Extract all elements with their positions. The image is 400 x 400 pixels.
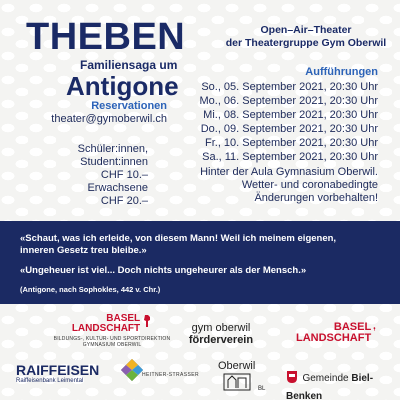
- basel-logo-text: [296, 322, 371, 344]
- price-line: CHF 10.–: [100, 169, 148, 181]
- quote-band: [0, 221, 400, 304]
- basel-landschaft-bksd-logo: [52, 314, 172, 348]
- raiffeisen-sub: Raiffeisenbank Leimental: [16, 378, 84, 384]
- price-line: Erwachsene: [87, 182, 148, 194]
- basel-logo-text: [72, 314, 140, 334]
- performance-day: Do.,: [200, 123, 221, 135]
- company-line-1: Open–Air–Theater: [260, 24, 352, 36]
- performance-date: 06. September 2021, 20:30 Uhr: [223, 95, 378, 107]
- price-students: [78, 143, 148, 182]
- bksd-line-1: BILDUNGS-, KULTUR- UND SPORTDIREKTION: [53, 336, 171, 342]
- biel-benken-text: [286, 373, 373, 400]
- venue-note: [188, 166, 378, 205]
- play-subtitle-small: Familiensaga um: [80, 58, 178, 72]
- heitner-strasser-text: HEITNER-STRASSER: [142, 372, 199, 378]
- raiffeisen-logo: [16, 362, 116, 384]
- quote-citation: (Antigone, nach Sophokles, 442 v. Chr.): [20, 285, 161, 294]
- performance-row: [191, 108, 378, 122]
- performance-row: [191, 136, 378, 150]
- price-line: Schüler:innen,: [77, 143, 148, 155]
- price-line: CHF 20.–: [100, 195, 148, 207]
- performance-date: 08. September 2021, 20:30 Uhr: [223, 109, 378, 121]
- basel-logo-line-2: LANDSCHAFT: [296, 332, 372, 344]
- price-line: Student:innen: [80, 156, 148, 168]
- baselstab-icon: [373, 322, 376, 336]
- gbb-prefix: Gemeinde: [302, 373, 352, 384]
- play-title: THEBEN: [26, 16, 186, 58]
- performance-row: [191, 122, 378, 136]
- quote-1-line-2: inneren Gesetz treu bleibe.»: [20, 245, 147, 256]
- oberwil-suffix: BL: [258, 386, 266, 392]
- basel-logo-line-1: BASEL: [106, 313, 141, 324]
- play-subtitle-large: Antigone: [66, 71, 179, 101]
- performance-day: So.,: [201, 81, 221, 93]
- venue-line: Hinter der Aula Gymnasium Oberwil.: [200, 166, 378, 178]
- performance-day: Sa.,: [202, 151, 222, 163]
- reservations-heading: Reservationen: [91, 100, 167, 112]
- company-line-2: der Theatergruppe Gym Oberwil: [225, 37, 387, 49]
- oberwil-crest-icon: [222, 372, 252, 392]
- performance-date: 11. September 2021, 20:30 Uhr: [224, 151, 378, 163]
- price-adults: [87, 182, 148, 208]
- performances-heading: Aufführungen: [305, 66, 378, 78]
- performance-day: Mi.,: [203, 109, 221, 121]
- venue-line: Wetter- und coronabedingte: [241, 179, 378, 191]
- performance-date: 05. September 2021, 20:30 Uhr: [223, 81, 378, 93]
- gym-oberwil-foerderverein-logo: [186, 322, 256, 346]
- gemeinde-biel-benken-logo: [286, 368, 396, 400]
- heitner-strasser-icon: [120, 358, 144, 382]
- basel-landschaft-logo: [296, 322, 376, 344]
- company-heading: [216, 24, 396, 50]
- performance-date: 09. September 2021, 20:30 Uhr: [223, 123, 378, 135]
- gym-logo-line-2: förderverein: [188, 334, 254, 346]
- gym-logo-line-1: gym oberwil: [191, 322, 251, 334]
- basel-logo-line-1: BASEL: [333, 321, 372, 333]
- performance-day: Mo.,: [199, 95, 221, 107]
- basel-logo-line-2: LANDSCHAFT: [71, 323, 141, 334]
- oberwil-logo: [218, 360, 278, 392]
- baselstab-icon: [142, 314, 152, 328]
- gbb-name: Biel-Benken: [286, 373, 374, 400]
- performances-list: [191, 80, 378, 164]
- raiffeisen-name: RAIFFEISEN: [16, 362, 100, 378]
- heitner-strasser-logo: [118, 358, 204, 382]
- quote-1: [20, 233, 380, 257]
- quote-1-line-1: «Schaut, was ich erleide, von diesem Mann! Weil ich meinem eigenen,: [20, 233, 337, 244]
- reservations-email[interactable]: theater@gymoberwil.ch: [51, 113, 167, 125]
- quote-2: «Ungeheuer ist viel... Doch nichts ungeheurer als der Mensch.»: [20, 265, 307, 276]
- performance-date: 10. September 2021, 20:30 Uhr: [223, 137, 378, 149]
- oberwil-name: Oberwil: [218, 360, 256, 372]
- bksd-line-2: GYMNASIUM OBERWIL: [82, 342, 142, 348]
- performance-row: [191, 94, 378, 108]
- venue-line: Änderungen vorbehalten!: [254, 192, 378, 204]
- performance-row: [191, 80, 378, 94]
- biel-benken-crest-icon: [286, 370, 298, 384]
- performance-row: [191, 150, 378, 164]
- performance-day: Fr.,: [205, 137, 221, 149]
